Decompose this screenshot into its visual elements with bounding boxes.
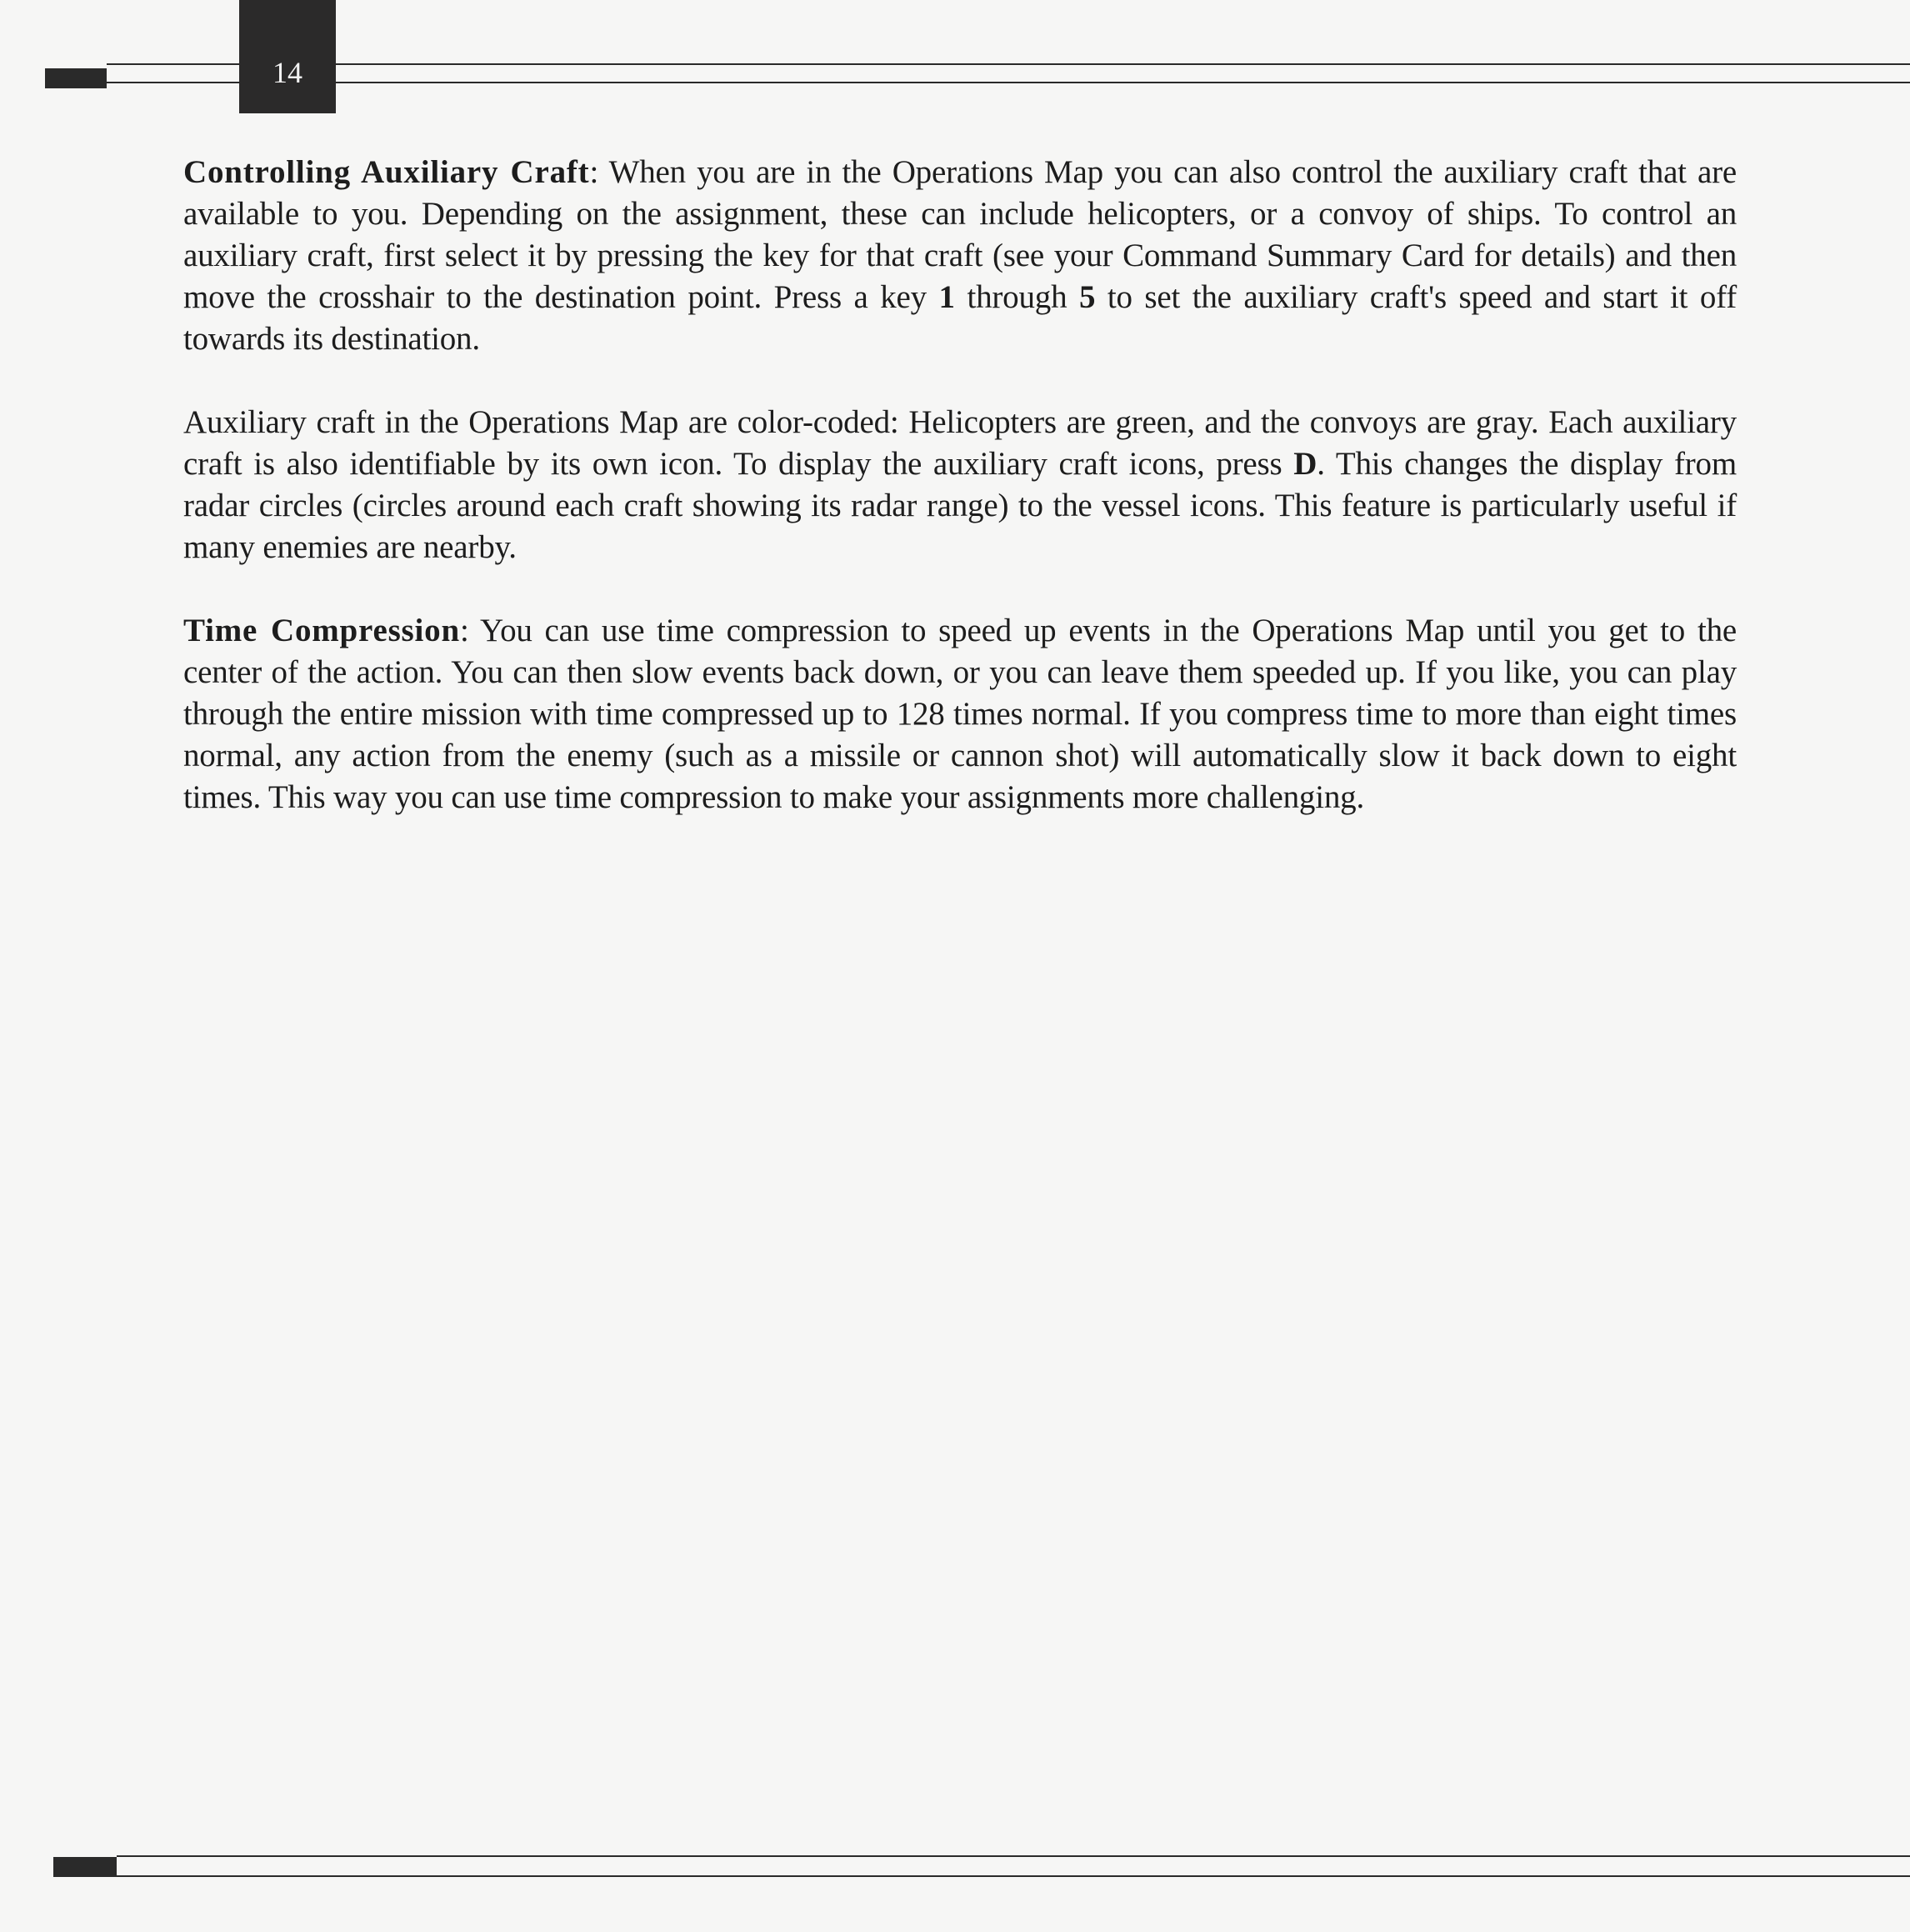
key-label: 1: [938, 279, 955, 315]
paragraph-text: : When you are in the Operations Map you can also control the auxiliary craft that are available to you. Depending on the assignment, these can include helicopters, or a convoy of ships. To control an auxiliary craft, first select it by pressing the key for that craft (see your Command Summary Card for details) and then move the crosshair to the destination point. Press a key: [183, 154, 1738, 315]
section-heading: Controlling Auxiliary Craft: [183, 154, 590, 190]
page-number-tab: [239, 0, 336, 113]
section-heading: Time Compression: [183, 613, 460, 648]
body-text: [183, 152, 1737, 860]
paragraph-text: to set the auxiliary craft's speed and start it off towards its destination.: [183, 279, 1737, 357]
paragraph-text: through: [954, 279, 1079, 315]
header-rule-block: [45, 68, 107, 88]
key-label: 5: [1078, 279, 1096, 315]
paragraph-controlling-auxiliary-craft: [183, 152, 1737, 360]
footer-rule-block: [53, 1857, 117, 1877]
header-rule: [107, 63, 1910, 83]
paragraph-text: : You can use time compression to speed up events in the Operations Map until you get to the center of the action. You can then slow events back down, or you can leave them speeded up. If you like, you can play through the entire mission with time compressed up to 128 times normal. If you compress time to more than eight times normal, any action from the enemy (such as a missile or cannon shot) will automatically slow it back down to eight times. This way you can use time compression to make your assignments more challenging.: [183, 613, 1737, 815]
page-number: 14: [272, 56, 302, 89]
paragraph-time-compression: [183, 610, 1737, 818]
paragraph-auxiliary-color-coding: [183, 402, 1737, 568]
key-label: D: [1293, 446, 1318, 482]
paragraph-text: Auxiliary craft in the Operations Map are color-coded: Helicopters are green, and the convoys are gray. Each auxiliary craft is also identifiable by its own icon. To display the auxiliary craft icons, press: [183, 404, 1737, 482]
footer-rule: [117, 1855, 1910, 1877]
paragraph-text: . This changes the display from radar circles (circles around each craft showing its radar range) to the vessel icons. This feature is particularly useful if many enemies are nearby.: [183, 446, 1737, 565]
